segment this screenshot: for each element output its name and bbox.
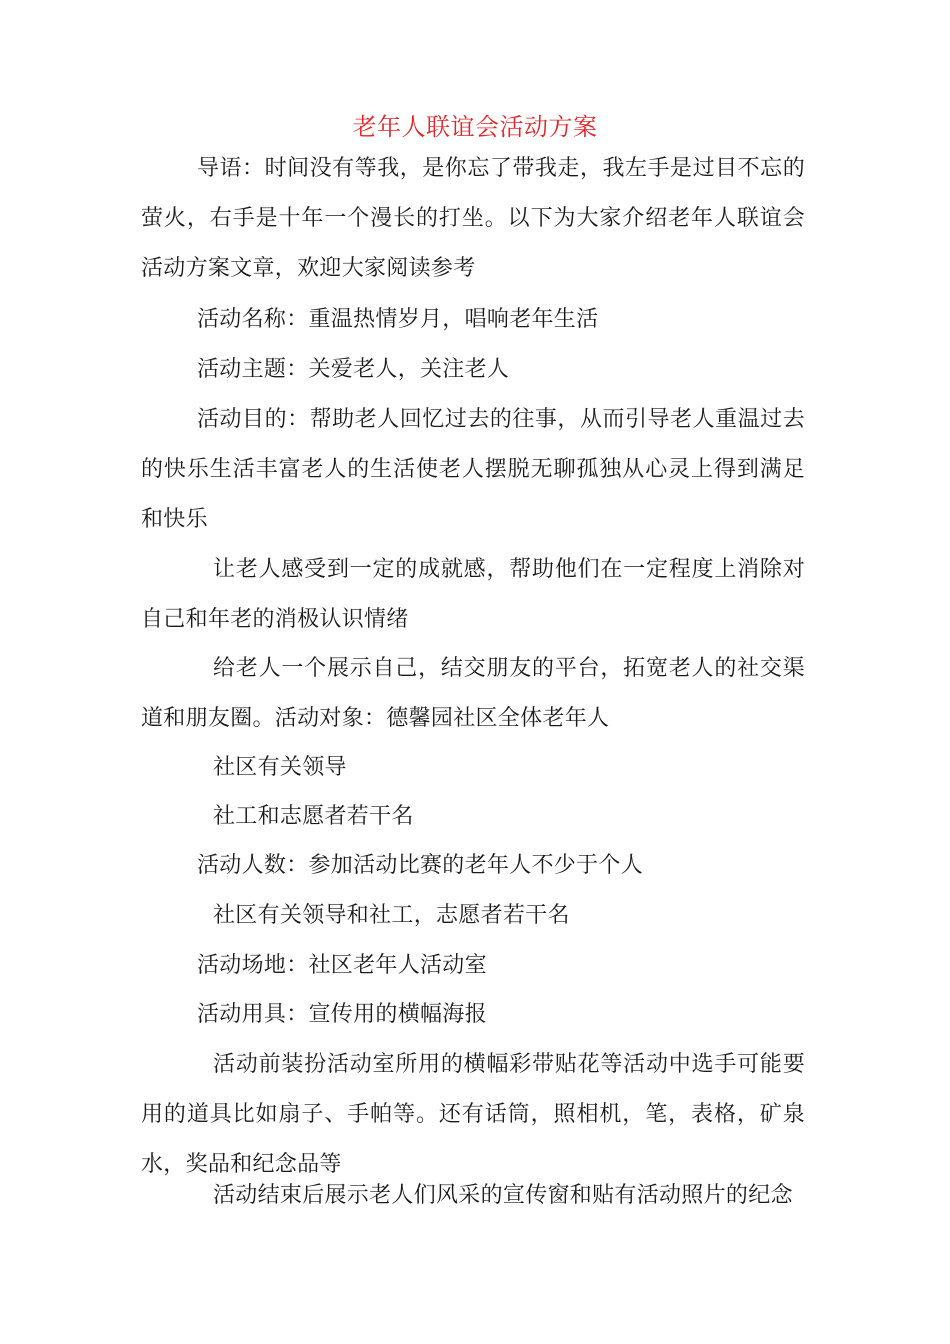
paragraph-activity-theme: 活动主题：关爱老人，关注老人 <box>197 357 510 382</box>
paragraph-intro: 导语：时间没有等我，是你忘了带我走，我左手是过目不忘的萤火，右手是十年一个漫长的打坐。以下为大家介绍老年人联谊会活动方案文章，欢迎大家阅读参考 <box>141 156 805 281</box>
paragraph-volunteers: 社工和志愿者若干名 <box>213 804 414 829</box>
paragraph-platform-and-audience: 给老人一个展示自己，结交朋友的平台，拓宽老人的社交渠道和朋友圈。活动对象：德馨园社区全体老年人 <box>141 656 805 731</box>
paragraph-achievement: 让老人感受到一定的成就感，帮助他们在一定程度上消除对自己和年老的消极认识情绪 <box>141 557 805 632</box>
paragraph-staff: 社区有关领导和社工，志愿者若干名 <box>213 903 570 928</box>
paragraph-participant-count: 活动人数：参加活动比赛的老年人不少于个人 <box>197 853 644 878</box>
paragraph-community-leaders: 社区有关领导 <box>213 755 347 780</box>
paragraph-preparation-items: 活动前装扮活动室所用的横幅彩带贴花等活动中选手可能要用的道具比如扇子、手帕等。还有话筒，照相机，笔，表格，矿泉水，奖品和纪念品等 <box>141 1052 805 1177</box>
paragraph-post-activity: 活动结束后展示老人们风采的宣传窗和贴有活动照片的纪念 <box>213 1183 793 1208</box>
paragraph-equipment: 活动用具：宣传用的横幅海报 <box>197 1002 487 1027</box>
paragraph-activity-name: 活动名称：重温热情岁月，唱响老年生活 <box>197 307 599 332</box>
document-title: 老年人联谊会活动方案 <box>352 113 598 141</box>
paragraph-activity-purpose: 活动目的：帮助老人回忆过去的往事，从而引导老人重温过去的快乐生活丰富老人的生活使老人摆脱无聊孤独从心灵上得到满足和快乐 <box>141 407 805 532</box>
paragraph-venue: 活动场地：社区老年人活动室 <box>197 953 487 978</box>
